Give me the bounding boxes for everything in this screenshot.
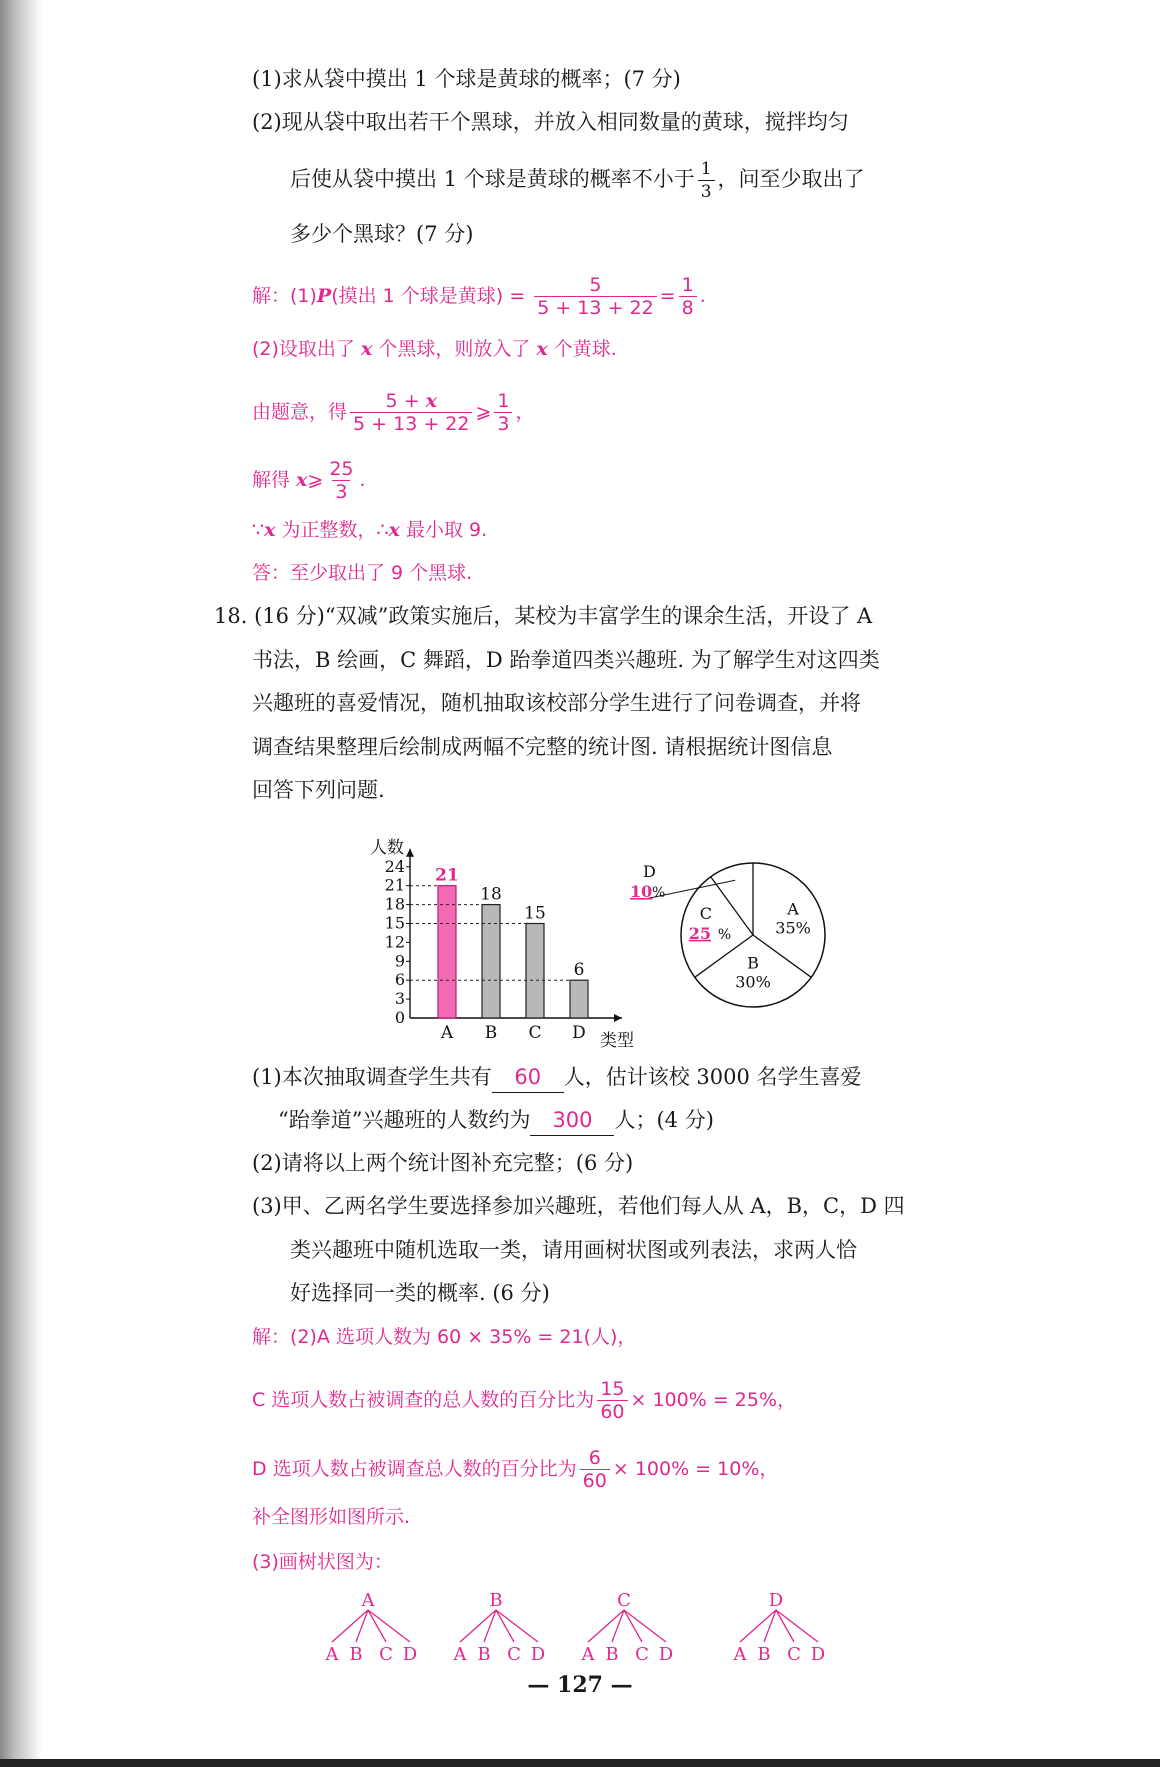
p18-intro-line1: 18. (16 分)“双减”政策实施后，某校为丰富学生的课余生活，开设了 A [214,604,873,628]
var-x: x [388,519,400,541]
x-tick-label: C [528,1023,542,1043]
text-span: 人；(4 分) [614,1108,714,1132]
p17-question-2-line3: 多少个黑球？(7 分) [290,222,474,246]
prob-symbol: P [316,285,332,307]
y-axis-label: 人数 [370,837,404,858]
tree-leaf: C [379,1644,393,1665]
y-tick-label: 9 [394,951,405,971]
p17-solution-6: 答：至少取出了 9 个黑球. [252,562,473,584]
var-x: x [264,519,276,541]
pie-percent-sign: % [717,926,732,943]
pie-percent-B: 30% [735,972,771,992]
text-span: ⩾ [475,401,492,423]
text-span: (1)本次抽取调查学生共有 [252,1065,492,1089]
x-tick-label: B [484,1023,498,1043]
tree-leaf: D [530,1644,546,1665]
text-span: 由题意，得 [252,401,348,423]
pie-label-A: A [787,899,799,919]
tree-root-C: C [617,1590,631,1611]
tree-leaf: B [757,1644,771,1665]
numerator: 1 [497,390,510,412]
tree-branch [624,1610,642,1642]
y-tick-label: 3 [394,989,405,1009]
fraction [350,390,472,435]
p18-question-3-line2: 类兴趣班中随机选取一类，请用画树状图或列表法，求两人恰 [290,1238,857,1262]
text-span: 5 + [385,390,420,412]
p18-question-3-line1: (3)甲、乙两名学生要选择参加兴趣班，若他们每人从 A，B，C，D 四 [252,1194,905,1218]
var-x: x [536,338,548,360]
text-span: 个黄球. [553,338,617,360]
tree-leaf: D [402,1644,418,1665]
bottom-bar [0,1759,1160,1767]
numerator: 5 [589,274,602,296]
var-x: x [296,469,308,491]
p17-question-1: (1)求从袋中摸出 1 个球是黄球的概率；(7 分) [252,67,681,91]
tree-leaf: D [658,1644,674,1665]
tree-root-A: A [361,1590,375,1611]
tree-leaf: C [507,1644,521,1665]
fraction [597,1378,627,1423]
tree-leaf: A [581,1644,595,1665]
text-span: “跆拳道”兴趣班的人数约为 [278,1108,531,1132]
p18-solution-5: (3)画树状图为： [252,1551,393,1573]
p17-solution-4 [252,458,366,503]
bar-value-label: 21 [435,865,459,886]
y-tick-label: 21 [384,875,405,895]
x-tick-label: D [572,1023,586,1043]
denominator: 3 [332,480,350,503]
p18-question-2: (2)请将以上两个统计图补充完整；(6 分) [252,1151,634,1175]
pie-percent-A: 35% [775,918,811,938]
y-axis-arrow [406,849,414,857]
denominator: 5 + 13 + 22 [534,296,656,319]
y-tick-label: 18 [384,894,405,914]
p18-solution-4: 补全图形如图所示. [252,1506,411,1528]
numerator [383,390,440,412]
page-number: — 127 — [527,1672,633,1698]
p17-solution-5 [252,515,487,545]
tree-branch [496,1610,514,1642]
var-x: x [360,338,373,360]
tree-leaf: C [787,1644,801,1665]
bar-value-label: 15 [524,903,546,924]
tree-leaf: B [349,1644,363,1665]
denominator: 60 [597,1400,627,1423]
x-tick-label: A [440,1023,454,1043]
bar-value-label: 18 [480,884,502,905]
denominator: 60 [580,1469,610,1492]
y-tick-label: 6 [394,970,405,990]
bar-C [526,924,544,1019]
tree-leaf: C [635,1644,649,1665]
denominator: 8 [679,296,697,319]
text-span: ⩾ [307,469,324,491]
p17-question-2-line2 [290,158,865,203]
p18-intro-line3: 兴趣班的喜爱情况，随机抽取该校部分学生进行了问卷调查，并将 [252,691,861,715]
tree-leaf: B [605,1644,619,1665]
text-span: 后使从袋中摸出 1 个球是黄球的概率不小于 [290,167,695,191]
p18-question-3-line3: 好选择同一类的概率. (6 分) [290,1281,550,1305]
text-span: 最小取 9. [405,519,488,541]
text-span: C 选项人数占被调查的总人数的百分比为 [252,1389,595,1411]
text-span: ，问至少取出了 [717,167,865,191]
fraction [326,458,356,503]
p18-intro-line5: 回答下列问题. [252,778,385,802]
denominator: 5 + 13 + 22 [350,412,472,435]
text-span: . [359,469,366,491]
p17-solution-3 [252,390,535,435]
y-tick-label: 0 [394,1008,405,1027]
numerator: 15 [600,1378,625,1400]
p18-question-1-line1 [252,1062,862,1093]
text-span: 为正整数，∴ [281,519,389,541]
tree-leaf: B [477,1644,491,1665]
answer-blank-taekwondo: 300 [530,1105,614,1136]
text-span: D 选项人数占被调查总人数的百分比为 [252,1458,577,1480]
pie-percent-D-answer: 10 [630,882,653,901]
fraction [534,274,656,319]
bar-A [438,886,456,1018]
text-span: 解得 [252,469,291,491]
y-tick-label: 15 [384,913,405,933]
tree-leaf: A [325,1644,339,1665]
numerator: 6 [588,1447,601,1469]
text-span: 个黑球，则放入了 [378,338,531,360]
p18-question-1-line2 [278,1105,714,1136]
tree-branch [776,1610,818,1642]
numerator: 1 [681,274,694,296]
tree-root-D: D [768,1590,784,1611]
text-span: × 100% = 10%， [612,1458,779,1480]
pie-percent-C-answer: 25 [688,923,712,943]
tree-branch [624,1610,666,1642]
p17-solution-1 [252,274,706,319]
text-span: (2)设取出了 [252,338,355,360]
text-span: 解：(1) [252,285,317,307]
p17-solution-2 [252,334,617,364]
bar-chart [350,815,653,1050]
text-span: 人，估计该校 3000 名学生喜爱 [563,1065,862,1089]
tree-branch [776,1610,794,1642]
pie-label-C: C [699,903,713,923]
text-span: (摸出 1 个球是黄球) = [331,285,526,307]
pie-label-D: D [643,862,656,881]
numerator: 1 [700,159,712,179]
fraction [494,390,512,435]
tree-root-B: B [489,1590,503,1611]
tree-leaf: A [453,1644,467,1665]
text-span: = [659,285,676,307]
numerator: 25 [329,458,354,480]
bar-value-label: 6 [573,960,585,981]
p18-intro-line4: 调查结果整理后绘制成两幅不完整的统计图. 请根据统计图信息 [252,735,833,759]
tree-branch [368,1610,410,1642]
y-tick-label: 24 [384,856,405,876]
x-axis-label: 类型 [600,1031,634,1050]
bar-B [482,905,500,1018]
y-tick-label: 12 [384,932,405,952]
bar-D [570,980,588,1018]
tree-branch [368,1610,386,1642]
x-axis-arrow [614,1014,622,1022]
tree-leaf: A [733,1644,747,1665]
text-span: ， [515,401,535,423]
fraction [580,1447,610,1492]
tree-leaf: D [810,1644,826,1665]
answer-blank-total: 60 [492,1062,564,1093]
pie-percent-sign: % [652,885,666,901]
denominator: 3 [494,412,512,435]
fraction-one-third [698,158,715,203]
p18-solution-1: 解：(2)A 选项人数为 60 × 35% = 21(人)， [252,1326,637,1348]
tree-branch [496,1610,538,1642]
p18-intro-line2: 书法，B 绘画，C 舞蹈，D 跆拳道四类兴趣班. 为了解学生对这四类 [252,648,880,672]
p18-solution-3 [252,1447,778,1492]
pie-chart [630,855,830,1015]
var-x: x [425,390,437,412]
text-span: × 100% = 25%， [630,1389,797,1411]
tree-diagram [320,1588,880,1668]
fraction [679,274,697,319]
pie-label-B: B [747,953,759,973]
denominator: 3 [698,180,715,203]
p17-question-2-line1: (2)现从袋中取出若干个黑球，并放入相同数量的黄球，搅拌均匀 [252,110,849,134]
text-span: . [699,285,706,307]
p18-solution-2 [252,1378,796,1423]
text-span: ∵ [252,519,265,541]
